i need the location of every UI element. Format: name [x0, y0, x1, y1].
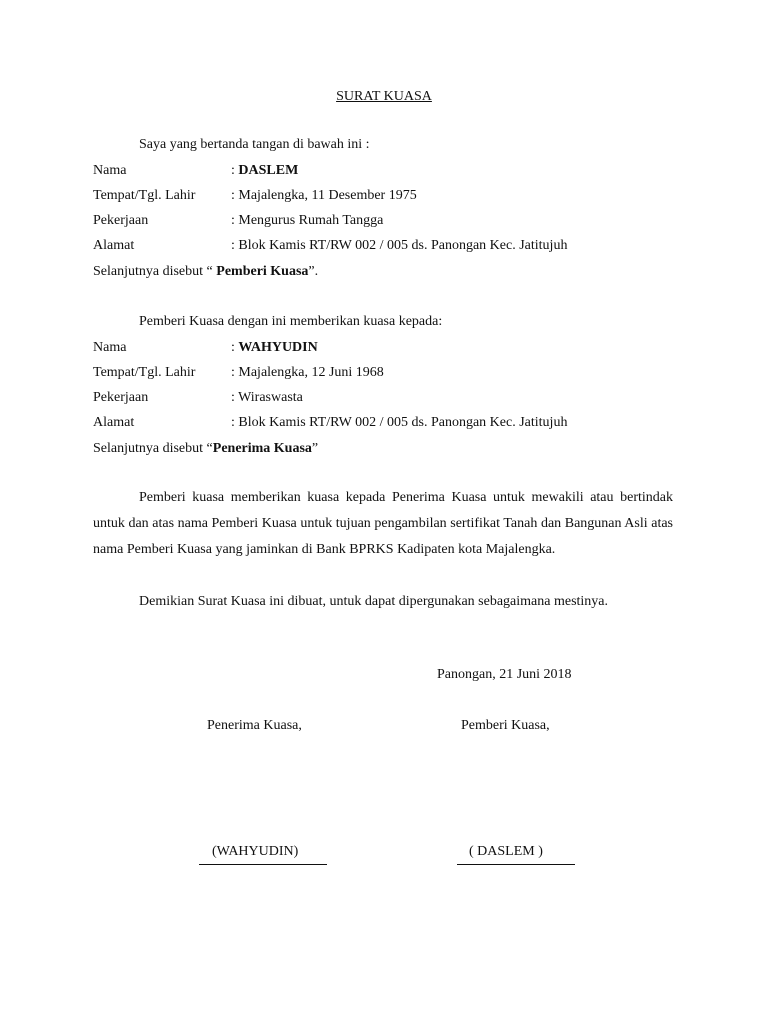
document-title: SURAT KUASA — [336, 89, 432, 104]
grantor-job-label: Pekerjaan — [93, 213, 149, 228]
grantee-signature-line — [199, 864, 327, 865]
grant-intro-text: Pemberi Kuasa dengan ini memberikan kuasa kepada: — [139, 314, 443, 329]
grantee-sign-title: Penerima Kuasa, — [207, 718, 302, 733]
grantor-address-value: : Blok Kamis RT/RW 002 / 005 ds. Panongan Kec. Jatitujuh — [231, 238, 568, 253]
colon: : — [231, 340, 239, 355]
grantee-ttl-value: : Majalengka, 12 Juni 1968 — [231, 365, 384, 380]
closing-text: Demikian Surat Kuasa ini dibuat, untuk dapat dipergunakan sebagaimana mestinya. — [139, 594, 609, 609]
grantor-ref-prefix: Selanjutnya disebut “ — [93, 264, 217, 279]
grantee-address-value: : Blok Kamis RT/RW 002 / 005 ds. Panongan Kec. Jatitujuh — [231, 415, 568, 430]
grantee-reference — [93, 440, 318, 458]
place-date: Panongan, 21 Juni 2018 — [437, 667, 572, 682]
grantor-name: DASLEM — [238, 163, 299, 178]
grantor-ttl-label: Tempat/Tgl. Lahir — [93, 188, 196, 203]
grantor-job-value: : Mengurus Rumah Tangga — [231, 213, 384, 228]
intro-text: Saya yang bertanda tangan di bawah ini : — [139, 137, 370, 152]
grantor-ref-term: Pemberi Kuasa — [216, 264, 309, 279]
grantee-ref-suffix: ” — [311, 441, 319, 456]
grantee-job-label: Pekerjaan — [93, 390, 149, 405]
colon: : — [231, 163, 239, 178]
body-paragraph: Pemberi kuasa memberikan kuasa kepada Penerima Kuasa untuk mewakili atau bertindak untuk dan atas nama Pemberi Kuasa untuk tujuan pengambilan sertifikat Tanah dan Bangunan Asli atas nama Pemberi Kuasa yang jaminkan di Bank BPRKS Kadipaten kota Majalengka. — [93, 490, 673, 557]
grantee-address-label: Alamat — [93, 415, 135, 430]
grantor-signature-line — [457, 864, 575, 865]
grantor-sign-title: Pemberi Kuasa, — [461, 718, 550, 733]
grantee-name: WAHYUDIN — [238, 340, 318, 355]
grantee-name-value — [231, 339, 318, 357]
grantee-name-label: Nama — [93, 340, 127, 355]
grantee-sign-name: (WAHYUDIN) — [212, 844, 299, 859]
grantor-reference — [93, 263, 318, 281]
grantor-name-value — [231, 162, 298, 180]
grantor-ref-suffix: ”. — [308, 264, 319, 279]
grantor-ttl-value: : Majalengka, 11 Desember 1975 — [231, 188, 417, 203]
grantee-ttl-label: Tempat/Tgl. Lahir — [93, 365, 196, 380]
grantor-address-label: Alamat — [93, 238, 135, 253]
grantor-name-label: Nama — [93, 163, 127, 178]
grantee-ref-term: Penerima Kuasa — [212, 441, 312, 456]
grantor-sign-name: ( DASLEM ) — [469, 844, 543, 859]
grantee-job-value: : Wiraswasta — [231, 390, 303, 405]
grantee-ref-prefix: Selanjutnya disebut “ — [93, 441, 213, 456]
